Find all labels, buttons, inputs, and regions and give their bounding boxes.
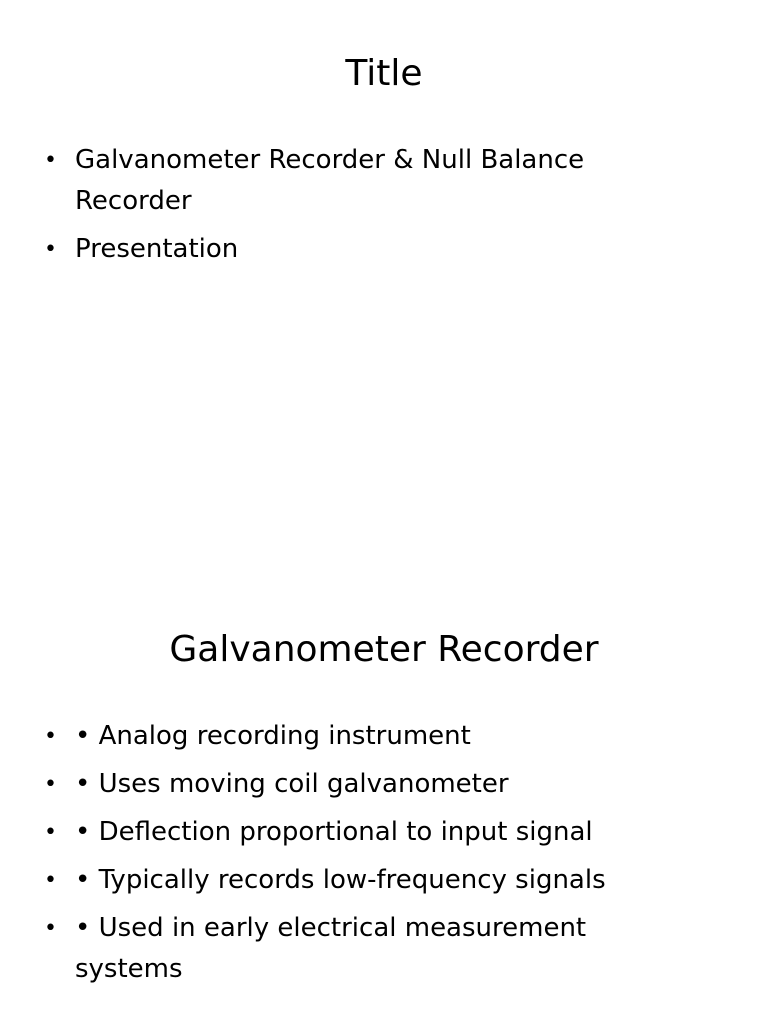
bullet-dot-icon: •: [44, 237, 57, 262]
bullet-text: • Analog recording instrument: [75, 721, 471, 751]
slide-1-title: Title: [345, 53, 423, 94]
bullet-text: Galvanometer Recorder & Null Balance Recorder: [75, 145, 585, 216]
bullet-dot-icon: •: [44, 772, 57, 797]
bullet-text: Presentation: [75, 234, 239, 264]
bullet-dot-icon: •: [44, 724, 57, 749]
bullet-item: [0, 908, 768, 990]
bullet-dot-icon: •: [44, 148, 57, 173]
bullet-text: • Deflection proportional to input signal: [75, 817, 593, 847]
bullet-dot-icon: •: [44, 868, 57, 893]
bullet-item: [0, 812, 768, 853]
bullet-dot-icon: •: [44, 820, 57, 845]
bullet-text: • Used in early electrical measurement systems: [75, 913, 587, 984]
bullet-item: [0, 140, 768, 222]
slide-2-title: Galvanometer Recorder: [169, 629, 599, 670]
bullet-item: [0, 764, 768, 805]
bullet-item: [0, 229, 768, 270]
slide-2-bullet-list: [0, 716, 768, 997]
bullet-item: [0, 860, 768, 901]
bullet-text: • Uses moving coil galvanometer: [75, 769, 509, 799]
slide-galvanometer-recorder: [0, 576, 768, 1024]
bullet-item: [0, 716, 768, 757]
slide-1-bullet-list: [0, 140, 768, 277]
bullet-dot-icon: •: [44, 916, 57, 941]
bullet-text: • Typically records low-frequency signals: [75, 865, 606, 895]
